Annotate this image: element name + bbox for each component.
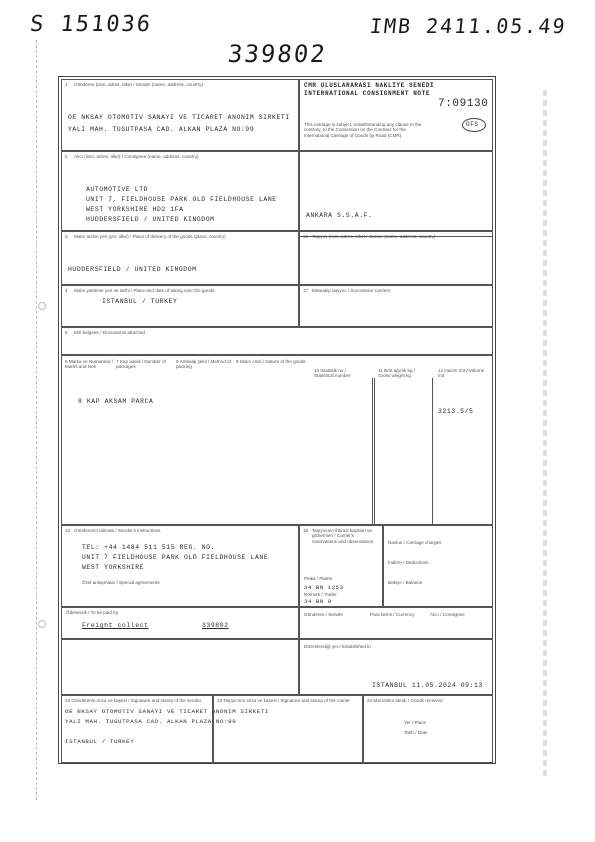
delivery-value: HUDDERSFIELD / UNITED KINGDOM [68, 266, 197, 273]
box-sender: 1 Gönderen (isim, adres, ülke) / Sender (name, address, country) OE NKSAY OTOMOTIV SANAYI VE TICARET ANONIM SIRKETI YALI MAH. TUGUTPASA CAD. ALKAN PLAZA NO:99 [61, 79, 299, 151]
copy-stamp: OFS [462, 118, 486, 132]
consignee-label: Alıcı (isim, adres, ülke) / Consignee (name, address, country) [74, 154, 199, 159]
box-loading-place: 4 Malın yükleme yeri ve tarihi / Place and date of taking over the goods ISTANBUL / TURKEY [61, 285, 299, 327]
instructions-line-3: WEST YORKSHIRE [82, 564, 145, 571]
sender-line-1: OE NKSAY OTOMOTIV SANAYI VE TICARET ANONIM SIRKETI [68, 114, 290, 121]
payment-label: Ödenecek / To be paid by [66, 610, 119, 615]
box-instructions: 13 Gönderenin talimatı / Sender's instructions TEL: +44 1484 511 515 REG. NO. UNIT 7 FIELDHOUSE PARK OLD FIELDHOUSE LANE WEST YORKSHIRE Özel anlaşmalar / Special agreements [61, 525, 299, 607]
scan-right-perforation [543, 90, 547, 780]
cmr-subtitle: INTERNATIONAL CONSIGNMENT NOTE [304, 90, 431, 97]
sender-signature-line-2: YALI MAH. TUGUTPASA CAD. ALKAN PLAZA NO:99 [65, 718, 237, 725]
handwriting-top-center: 339802 [226, 40, 329, 68]
consignee-extra: ANKARA S.S.A.F. [306, 212, 373, 219]
goods-header-nature: 9 Malın cinsi / Nature of the goods [236, 359, 306, 364]
charges-row-2: İndirim / Deductions [388, 560, 429, 565]
cmr-title: CMR ULUSLARARASI NAKLİYE SENEDİ [304, 82, 435, 89]
sender-signature-line-3: ISTANBUL / TURKEY [65, 738, 135, 745]
instructions-line-2: UNIT 7 FIELDHOUSE PARK OLD FIELDHOUSE LANE [82, 554, 269, 561]
scan-left-edge [36, 40, 37, 800]
goods-header-marks: 6 Marka ve Numaralar / Marks and Nos [65, 359, 113, 370]
box-goods-received [363, 695, 493, 763]
box-charges [383, 525, 493, 607]
carrier-signature-label: 23 Taşıyıcının imza ve kaşesi / Signature and stamp of the carrier [217, 698, 350, 703]
plate-value: 34 BN 1253 [304, 584, 344, 591]
sender-line-2: YALI MAH. TUGUTPASA CAD. ALKAN PLAZA NO:99 [68, 126, 255, 133]
goods-description: 8 KAP AKSAM PARCA [78, 398, 154, 405]
trailer-label: Römork / Trailer [304, 592, 337, 597]
box-established [299, 639, 493, 695]
freight-value: 339802 [202, 622, 229, 629]
sender-signature-line-1: OE NKSAY OTOMOTIV SANAYI VE TICARET ANONIM SIRKETI [65, 708, 269, 715]
payment-col-sender: Gönderen / Sender [304, 612, 344, 617]
box-carrier: 16 Taşıyıcı (isim, adres, ülke) / Carrier (name, address, country) [299, 231, 493, 285]
goods-header-statistical: 10 İstatistik no / Statistical number [314, 368, 351, 379]
cmr-convention-text: This carriage is subject, notwithstanding any clause to the contrary, to the Convention on the Contract for the International Carriage of Goods by Road (CMR) [304, 122, 422, 138]
goods-header-weight: 11 Brüt ağırlık kg / Gross weight kg [378, 368, 415, 379]
loading-value: ISTANBUL / TURKEY [102, 298, 178, 305]
payment-col-currency: Para birimi / Currency [370, 612, 415, 617]
handwriting-top-right: IMB 2411.05.49 [368, 14, 568, 38]
box-payment [61, 607, 299, 639]
trailer-value: 34 BN 0 [304, 598, 332, 605]
cmr-form [58, 76, 496, 764]
box-carrier-observations: 18 Taşıyıcının ihtirazi kayıtları ve gözlemleri / Carrier's reservations and observations Plaka / Plates 34 BN 1253 Römork / Trailer 34 BN 0 [299, 525, 383, 607]
observations-label: Taşıyıcının ihtirazi kayıtları ve gözlemleri / Carrier's reservations and observations [312, 528, 374, 544]
established-value: ISTANBUL 11.05.2024 09:13 [372, 682, 483, 689]
received-place: Yer / Place [404, 720, 427, 725]
successive-label: Müteakip taşıyıcı / Successive carriers [312, 288, 391, 293]
sender-signature-label: 22 Gönderenin imza ve kaşesi / Signature and stamp of the sender [65, 698, 202, 703]
box-payment-right [299, 607, 493, 639]
box-successive-carriers: 17 Müteakip taşıyıcı / Successive carriers [299, 285, 493, 327]
box-delivery-place: 3 Malın teslim yeri (yer, ülke) / Place of delivery of the goods (place, country) HUDDERSFIELD / UNITED KINGDOM [61, 231, 299, 285]
payment-col-consignee: Alıcı / Consignee [430, 612, 465, 617]
handwriting-top-left: S 151036 [28, 12, 154, 37]
established-label: Düzenlendiği yer / Established in [304, 644, 371, 649]
sender-label: Gönderen (isim, adres, ülke) / Sender (name, address, country) [74, 82, 203, 87]
plate-label: Plaka / Plates [304, 576, 333, 581]
box-carrier-signature [213, 695, 363, 763]
freight-label: Freight collect [82, 622, 149, 629]
goods-weight: 3213.5/5 [438, 408, 474, 415]
goods-header-packages: 7 Kap adedi / Number of packages [116, 359, 166, 370]
cmr-header [299, 79, 493, 151]
documents-label: Ekli belgeler / Documents attached [74, 330, 145, 335]
box-documents: 5 Ekli belgeler / Documents attached [61, 327, 493, 355]
consignee-line-2: UNIT 7, FIELDHOUSE PARK OLD FIELDHOUSE LANE [86, 196, 277, 203]
loading-label: Malın yükleme yeri ve tarihi / Place and date of taking over the goods [74, 288, 215, 293]
carrier-label: Taşıyıcı (isim, adres, ülke) / Carrier (name, address, country) [312, 234, 436, 239]
consignee-line-3: WEST YORKSHIRE HD2 1FA [86, 206, 184, 213]
cmr-doc-number: 7:09130 [438, 98, 489, 110]
box-consignee-right [299, 151, 493, 231]
consignee-line-4: HUDDERSFIELD / UNITED KINGDOM [86, 216, 215, 223]
delivery-label: Malın teslim yeri (yer, ülke) / Place of delivery of the goods (place, country) [74, 234, 226, 239]
charges-row-3: Bakiye / Balance [388, 580, 423, 585]
charges-row-1: Navlun / Carriage charges [388, 540, 442, 545]
box-consignee: 2 Alıcı (isim, adres, ülke) / Consignee (name, address, country) AUTOMOTIVE LTD UNIT 7, FIELDHOUSE PARK OLD FIELDHOUSE LANE WEST YORKSHIRE HD2 1FA HUDDERSFIELD / UNITED KINGDOM [61, 151, 299, 231]
consignee-line-1: AUTOMOTIVE LTD [86, 186, 149, 193]
punch-hole [38, 302, 46, 310]
instructions-label: Gönderenin talimatı / Sender's instructions [74, 528, 161, 533]
goods-header-packing: 8 Ambalaj şekli / Method of packing [176, 359, 231, 370]
box-sender-signature [61, 695, 269, 763]
box-reimbursement [61, 639, 299, 695]
instructions-line-1: TEL: +44 1484 511 515 REG. NO. [82, 544, 216, 551]
goods-header-volume: 12 Hacim m3 / Volume m3 [438, 368, 485, 379]
goods-received-label: 24 Mal teslim alındı / Goods received [367, 698, 443, 703]
goods-table [61, 355, 493, 525]
punch-hole [38, 620, 46, 628]
special-agreements: Özel anlaşmalar / Special agreements [82, 580, 160, 585]
received-date: Tarih / Date [404, 730, 428, 735]
